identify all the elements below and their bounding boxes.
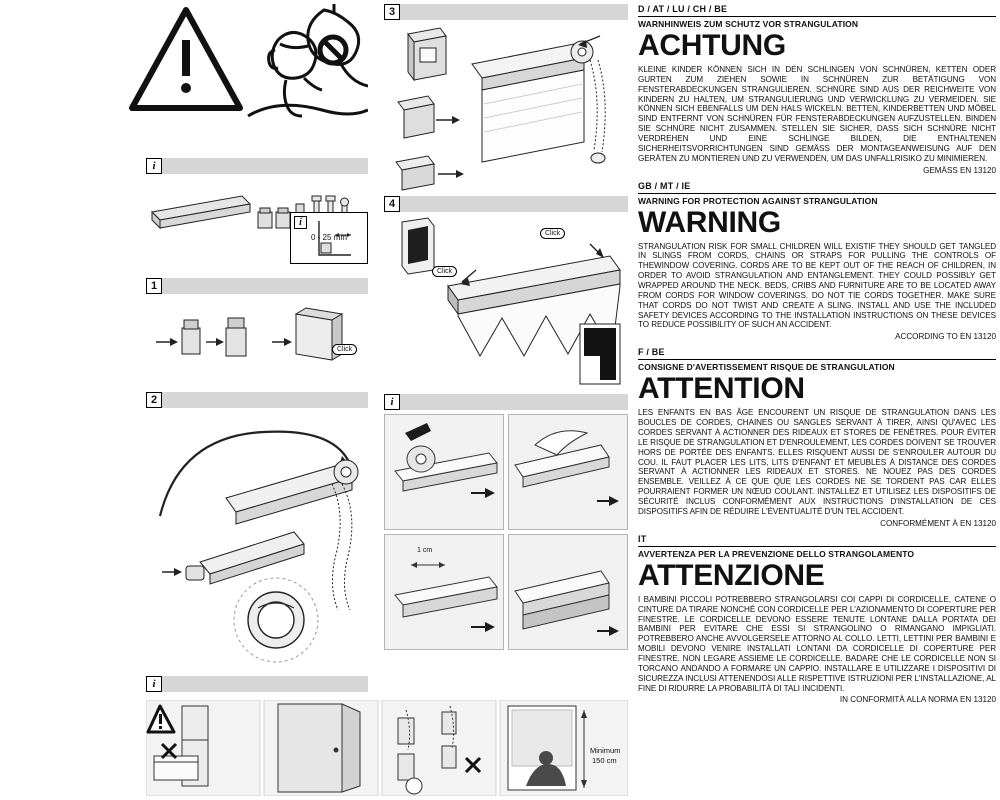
warning-body-it: I BAMBINI PICCOLI POTREBBERO STRANGOLARSI COI CAPPI DI CORDICELLE, CATENE O CINTURE DA TIRARE NONCHÉ CON CORDICELLE PER L'AZIONAMENTO DI COPERTURE PER FINESTRE. LE CORDICELLE DEVONO ESSERE TENUTE LONTANE DALLA PORTATA DEI BAMBINI PER EVITARE CHE ESSI SI STRANGOLINO O RIMANGANO IMPIGLIATI. POTREBBERO ANCHE AVVOLGERSELE ATTORNO AL COLLO. LETTI, LETTINI PER BAMBINI E MOBILI DEVONO VENIRE INSTALLATI LONTANI DA CORDICELLE DI COPERTURE PER FINESTRE. NON LEGARE ASSIEME LE CORDICELLE. BADARE CHE LE CORDICELLE NON SI TORCANO ANDANDO A FORMARE UN CAPPIO. INSTALLARE E UTILIZZARE I DISPOSITIVI DI SICUREZZA INCLUSI ATTENENDOSI ALLE RISPETTIVE ISTRUZIONI PER L'INSTALLAZIONE, AL FINE DI RIDURRE LA PROBABILITÀ DI TALI INCIDENTI. <box>638 594 996 693</box>
warnings-column <box>634 0 1000 800</box>
detail-drawing-1 <box>385 415 503 529</box>
warning-body-en: STRANGULATION RISK FOR SMALL CHILDREN WILL EXISTIF THEY SHOULD GET TANGLED IN SLINGS FROM CORDS, CHAINS OR STRAPS FOR PULLING THE CONTROLS OF THEWINDOW COVERING. CORDS ARE TO BE KEPT OUT OF THE REACH OF CHILDREN, IN ORDER TO AVOID STRANGULATION AND ENTANGLEMENT. THEY COULD POSSIBLY GET WRAPPED AROUND THE NECK. BEDS, CRIBS AND FURNITURE ARE TO BE LOCATED AWAY FROM CORDS FOR WINDOW COVERINGS. DO NOT TIE CORDS TOGETHER. MAKE SURE THAT CORDS DO NOT TWIST AND CREATE A SLING. INSTALL AND USE THE INCLUDED SAFETY DEVICES ACCORDING TO THE INSTALLATION INSTRUCTIONS ON THESE DEVICES TO REDUCE POSSIBILITY OF SUCH AN ACCIDENT. <box>638 241 996 330</box>
step-2-figure <box>146 412 368 668</box>
detail-panel-top-right <box>508 414 628 530</box>
step-1-badge: 1 <box>146 278 162 294</box>
bottom-info-badge: i <box>146 676 162 692</box>
divider-it <box>638 546 996 547</box>
bottom-pictogram-strip <box>146 700 628 796</box>
left-column <box>0 0 372 800</box>
warning-norm-it: IN CONFORMITÀ ALLA NORMA EN 13120 <box>839 695 996 705</box>
step-2-badge: 2 <box>146 392 162 408</box>
warning-title-it: ATTENZIONE <box>638 558 825 592</box>
warning-block-de <box>638 4 996 175</box>
detail-info-badge: i <box>384 394 400 410</box>
parts-overview-bar <box>146 158 368 174</box>
detail-info-bar <box>384 394 628 410</box>
mounting-gap-inset <box>290 212 368 264</box>
warning-title-en: WARNING <box>638 205 781 239</box>
step-1-figure <box>146 298 368 384</box>
step-3-bar <box>384 4 628 20</box>
warning-body-de: KLEINE KINDER KÖNNEN SICH IN DEN SCHLINGEN VON SCHNÜREN, KETTEN ODER GURTEN ZUM ZIEHEN SOWIE IN SCHNÜREN ZUR BETÄTIGUNG VON FENSTERABDECKUNGEN STRANGULIEREN. SCHNÜRE SIND AUS DER REICHWEITE VON KINDERN ZU HALTEN, UM STRANGULIERUNG UND VERWICKLUNG ZU VERMEIDEN. SIE KÖNNEN SICH EBENFALLS UM DEN HALS WICKELN. BETTEN, KINDERBETTEN UND MÖBEL SIND ENTFERNT VON SCHNÜREN FÜR FENSTERABDECKUNGEN AUFZUSTELLEN. BINDEN SIE SCHNÜRE NICHT ZUSAMMEN. STELLEN SIE SICHER, DASS SICH SCHNÜRE NICHT VERDREHEN UND EINE SCHLINGE BILDEN, DIE ENTHALTENEN SICHERHEITSVORRICHTUNGEN SIND GEMÄSS DER MONTAGEANWEISUNG AUF DEN GERÄTEN ZU MONTIEREN UND ZU VERWENDEN, UM DAS UNFALLRISIKO ZU MINIMIEREN. <box>638 65 996 163</box>
warning-title-fr: ATTENTION <box>638 372 805 406</box>
warning-body-fr: LES ENFANTS EN BAS ÂGE ENCOURENT UN RISQUE DE STRANGULATION DANS LES BOUCLES DE CORDES, CHAINES OU SANGLES SERVANT À TIRER, AINSI QU'AVEC LES CORDES SERVANT À ACTIONNER DES RIDEAUX ET STORES DE FENÊTRES. POUR ÉVITER LE RISQUE DE STRANGULATION ET D'ENROULEMENT, LES CORDES DOIVENT SE TROUVER HORS DE PORTÉE DES ENFANTS. ELLES RISQUENT AUSSI DE S'ENROULER AUTOUR DU COU. IL FAUT PLACER LES LITS, LITS D'ENFANT ET MEUBLES À DISTANCE DES CORDES SERVANT À ACTIONNER LES RIDEAUX ET STORES. NE NOUEZ PAS DES CORDES ENSEMBLE. VEILLEZ À CE QUE QUE LES CORDES NE SE TORDENT PAS CAR ELLES POURRAIENT FORMER UN NŒUD COULANT. INSTALLEZ ET UTILISEZ LES DISPOSITIFS DE SÉCURITÉ INCLUS CONFORMÉMENT AUX INSTRUCTIONS D'INSTALLATION DE CES DISPOSITIFS AFIN DE RÉDUIRE L'ÉVENTUALITÉ D'UN TEL ACCIDENT. <box>638 408 996 516</box>
warning-subtitle-fr: CONSIGNE D'AVERTISSEMENT RISQUE DE STRANGULATION <box>638 362 895 373</box>
warning-norm-fr: CONFORMÉMENT À EN 13120 <box>880 518 996 528</box>
detail-drawing-2 <box>509 415 627 529</box>
step-4-click-badge-1: Click <box>540 228 565 239</box>
bottom-info-bar <box>146 676 368 692</box>
minimum-value-label: 150 cm <box>592 756 617 765</box>
gap-dimension-label: 0 - 25 mm <box>311 233 348 242</box>
detail-panel-bottom-left <box>384 534 504 650</box>
inset-info-badge: i <box>294 216 307 229</box>
divider-de <box>638 16 996 17</box>
warning-langs-it: IT <box>638 533 647 544</box>
warning-block-it <box>638 534 996 705</box>
warning-langs-fr: F / BE <box>638 347 665 358</box>
step-1-bar <box>146 278 368 294</box>
warning-block-fr <box>638 347 996 527</box>
step-3-badge: 3 <box>384 4 400 20</box>
hazard-pictogram-figure <box>128 4 368 154</box>
step-4-badge: 4 <box>384 196 400 212</box>
warning-block-en <box>638 181 996 342</box>
detail-panel-top-left <box>384 414 504 530</box>
bottom-pictogram-drawing <box>146 700 628 796</box>
warning-norm-de: GEMÄSS EN 13120 <box>923 165 996 175</box>
detail-panel-bottom-right <box>508 534 628 650</box>
info-badge: i <box>146 158 162 174</box>
warning-norm-en: ACCORDING TO EN 13120 <box>895 332 996 342</box>
detail-drawing-4 <box>509 535 627 649</box>
warning-subtitle-de: WARNHINWEIS ZUM SCHUTZ VOR STRANGULATION <box>638 19 859 29</box>
detail-dimension-label: 1 cm <box>417 547 433 554</box>
divider-en <box>638 193 996 194</box>
step-2-drawing <box>146 412 368 668</box>
detail-drawing-3 <box>385 535 503 649</box>
step-4-figure <box>384 216 628 392</box>
step-4-click-badge-2: Click <box>432 266 457 277</box>
hazard-pictogram-icon <box>128 4 368 154</box>
warning-title-de: ACHTUNG <box>638 29 786 62</box>
step-1-click-badge: Click <box>332 344 357 355</box>
warning-subtitle-en: WARNING FOR PROTECTION AGAINST STRANGULATION <box>638 195 878 206</box>
warning-langs-de: D / AT / LU / CH / BE <box>638 4 728 14</box>
step-3-drawing <box>384 24 628 194</box>
step-4-drawing <box>384 216 628 392</box>
middle-column <box>380 0 628 800</box>
step-3-figure <box>384 24 628 194</box>
warning-subtitle-it: AVVERTENZA PER LA PREVENZIONE DELLO STRANGOLAMENTO <box>638 548 915 559</box>
step-1-drawing <box>146 298 368 384</box>
divider-fr <box>638 359 996 360</box>
warning-langs-en: GB / MT / IE <box>638 180 691 191</box>
step-4-bar <box>384 196 628 212</box>
step-2-bar <box>146 392 368 408</box>
minimum-label: Minimum <box>590 746 621 755</box>
